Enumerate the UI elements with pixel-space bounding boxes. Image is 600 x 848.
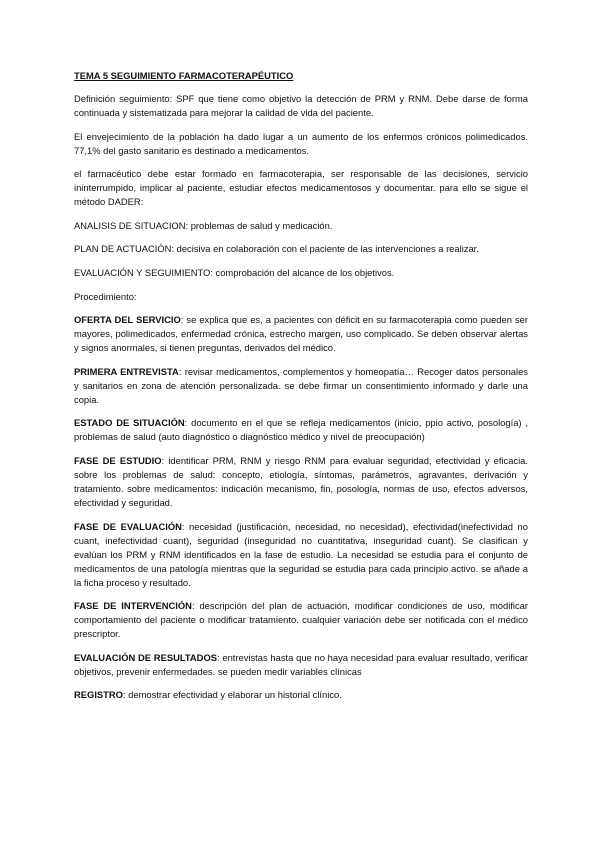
section-label: EVALUACIÓN DE RESULTADOS: [74, 651, 217, 663]
paragraph-registro: REGISTRO: demostrar efectividad y elaborar un historial clínico.: [74, 689, 342, 701]
paragraph-evaluacion-seguimiento: EVALUACIÓN Y SEGUIMIENTO: comprobación del alcance de los objetivos.: [74, 266, 395, 278]
paragraph-plan: PLAN DE ACTUACIÓN: decisiva en colaboración con el paciente de las intervenciones a realizar.: [74, 243, 479, 255]
section-label: PRIMERA ENTREVISTA: [74, 365, 179, 377]
section-label: FASE DE INTERVENCIÓN: [74, 600, 192, 612]
section-label: OFERTA DEL SERVICIO: [74, 314, 181, 326]
paragraph-procedimiento: Procedimiento:: [74, 290, 137, 302]
paragraph-estado-situacion: ESTADO DE SITUACIÓN: documento en el que se refleja medicamentos (inicio, ppio activo, posología) , problemas de salud (auto diagnóstico o diagnóstico médico y nivel de preocupación): [74, 417, 528, 443]
paragraph-envejecimiento: El envejecimiento de la población ha dado lugar a un aumento de los enfermos crónicos polimedicados. 77,1% del gasto sanitario es destinado a medicamentos.: [74, 130, 528, 156]
paragraph-farmaceutico: el farmacéutico debe estar formado en farmacoterapia, ser responsable de las decisiones, servicio ininterrumpido, implicar al paciente, estudiar efectos medicamentosos y documentar. para ello se sigue el método DADER:: [74, 168, 528, 208]
document-title: TEMA 5 SEGUIMIENTO FARMACOTERAPÉUTICO: [74, 70, 294, 81]
section-label: FASE DE EVALUACIÓN: [74, 520, 182, 532]
section-label: FASE DE ESTUDIO: [74, 454, 162, 466]
paragraph-fase-evaluacion: FASE DE EVALUACIÓN: necesidad (justificación, necesidad, no necesidad), efectividad(inefectividad no cuant, inefectividad cuant), seguridad (inseguridad no cuantitativa, inseguridad cuant). Se clasifican y evalúan los PRM y RNM identificados en la fase de estudio. La necesidad se estudia para el conjunto de medicamentos de una patología mientras que la seguridad se estudia para cada principio activo. se añade a la ficha proceso y resultado.: [74, 520, 528, 588]
section-label: REGISTRO: [74, 689, 123, 701]
paragraph-fase-intervencion: FASE DE INTERVENCIÓN: descripción del plan de actuación, modificar condiciones de uso, modificar comportamiento del paciente o modificar tratamiento. cualquier variación debe ser notificada con el médico prescriptor.: [74, 600, 529, 640]
paragraph-oferta: OFERTA DEL SERVICIO: se explica que es, a pacientes con déficit en su farmacoterapia como pueden ser mayores, polimedicados, enfermedad crónica, estrecho margen, uso complicado. Se deben observar alertas y signos anormales, si tienen preguntas, derivados del médico.: [74, 314, 528, 354]
paragraph-analisis: ANALISIS DE SITUACION: problemas de salud y medicación.: [74, 219, 333, 231]
paragraph-definicion: Definición seguimiento: SPF que tiene como objetivo la detección de PRM y RNM. Debe darse de forma continuada y sistematizada para mejorar la calidad de vida del paciente.: [74, 93, 528, 118]
paragraph-primera-entrevista: PRIMERA ENTREVISTA: revisar medicamentos, complementos y homeopatía… Recoger datos personales y sanitarios en zona de atención personalizada. se debe firmar un consentimiento informado y darle una copia.: [74, 365, 528, 405]
paragraph-evaluacion-resultados: EVALUACIÓN DE RESULTADOS: entrevistas hasta que no haya necesidad para evaluar resultado, verificar objetivos, prevenir enfermedades. se pueden medir variables clínicas: [74, 651, 528, 677]
section-label: ESTADO DE SITUACIÓN: [74, 417, 185, 429]
paragraph-fase-estudio: FASE DE ESTUDIO: identificar PRM, RNM y riesgo RNM para evaluar seguridad, efectividad y eficacia. sobre los problemas de salud: concepto, etiología, síntomas, parámetros, agravantes, derivación y tratamiento. sobre medicamentos: indicación mecanismo, fin, posología, normas de uso, efectos adversos, efectividad y seguridad.: [74, 454, 528, 508]
